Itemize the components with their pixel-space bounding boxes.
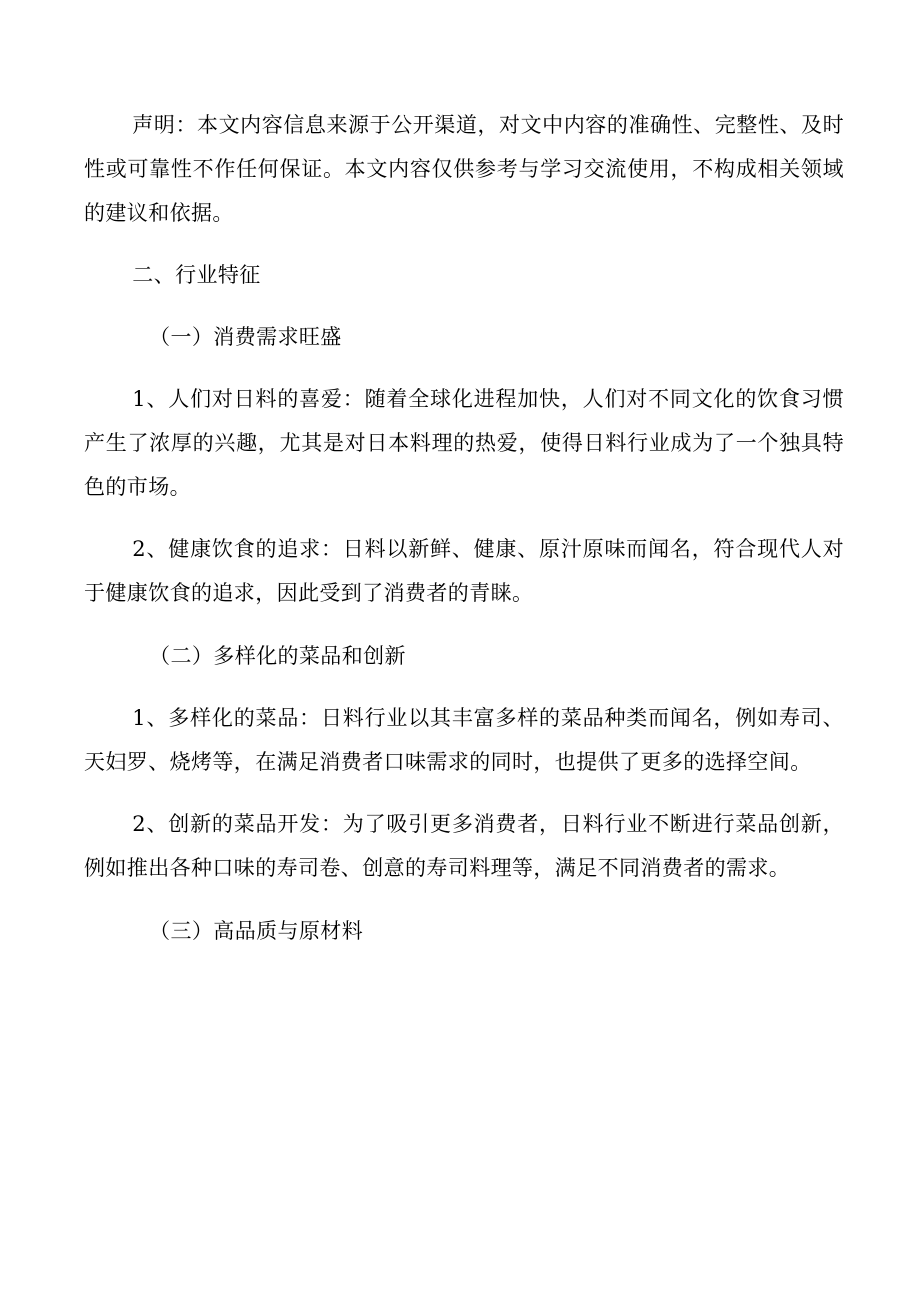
spacer [84, 615, 844, 634]
subsection-title-1: （一）消费需求旺盛 [149, 325, 342, 349]
paragraph-1-1: 1、人们对日料的喜爱：随着全球化进程加快，人们对不同文化的饮食习惯产生了浓厚的兴趣，尤其是对日本料理的热爱，使得日料行业成为了一个独具特色的市场。 [84, 387, 844, 499]
spacer [84, 235, 844, 253]
spacer [84, 297, 844, 315]
spacer [84, 678, 844, 696]
section-title: 二、行业特征 [132, 263, 261, 287]
subsection-title-3: （三）高品质与原材料 [149, 919, 364, 943]
spacer [84, 509, 844, 527]
paragraph-1-2: 2、健康饮食的追求：日料以新鲜、健康、原汁原味而闻名，符合现代人对于健康饮食的追求，因此受到了消费者的青睐。 [84, 537, 844, 605]
paragraph-2-2: 2、创新的菜品开发：为了吸引更多消费者，日料行业不断进行菜品创新，例如推出各种口味的寿司卷、创意的寿司料理等，满足不同消费者的需求。 [84, 812, 844, 880]
spacer [84, 890, 844, 909]
spacer [84, 784, 844, 802]
document-body [84, 103, 844, 953]
spacer [84, 359, 844, 377]
paragraph-2-1: 1、多样化的菜品：日料行业以其丰富多样的菜品种类而闻名，例如寿司、天妇罗、烧烤等，在满足消费者口味需求的同时，也提供了更多的选择空间。 [84, 706, 844, 774]
disclaimer-paragraph: 声明：本文内容信息来源于公开渠道，对文中内容的准确性、完整性、及时性或可靠性不作任何保证。本文内容仅供参考与学习交流使用，不构成相关领域的建议和依据。 [84, 113, 844, 225]
subsection-title-2: （二）多样化的菜品和创新 [149, 644, 406, 668]
